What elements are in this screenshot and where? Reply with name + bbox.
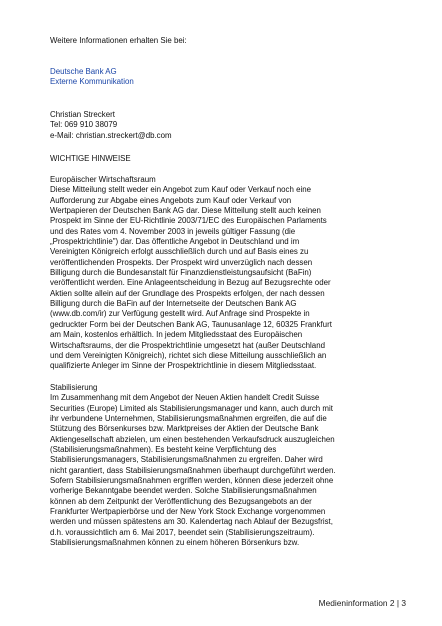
text-line: Vereinigten Königreich erfolgt ausschließlich durch und auf Basis eines zu — [50, 247, 309, 257]
contact-phone: Tel: 069 910 38079 — [50, 120, 118, 130]
text-line: vorherige Bekanntgabe beendet werden. Solche Stabilisierungsmaßnahmen — [50, 486, 317, 496]
text-line: Prospekt im Sinne der EU-Richtlinie 2003/71/EC des Europäischen Parlaments — [50, 216, 327, 226]
text-line: Aktiengesellschaft abzielen, um einen bestehenden Verkaufsdruck auszugleichen — [50, 434, 335, 444]
contact-email: e-Mail: christian.streckert@db.com — [50, 130, 172, 140]
text-line: nicht garantiert, dass Stabilisierungsmaßnahmen überhaupt durchgeführt werden. — [50, 465, 336, 475]
text-line: Aktien sollte allein auf der Grundlage des Prospekts erfolgen, der nach dessen — [50, 288, 325, 298]
text-line: Im Zusammenhang mit dem Angebot der Neuen Aktien handelt Credit Suisse — [50, 393, 320, 403]
stabilization-heading: Stabilisierung — [50, 383, 98, 392]
ewr-section — [50, 175, 406, 372]
text-line: qualifizierte Anleger im Sinne der Prospektrichtlinie in diesem Mitgliedsstaat. — [50, 361, 317, 371]
text-line: ihr verbundene Unternehmen, Stabilisierungsmaßnahmen ergreifen, die auf die — [50, 414, 327, 424]
text-line: Aufforderung zur Abgabe eines Angebots zum Kauf oder Verkauf von — [50, 195, 292, 205]
contact-person — [50, 110, 406, 141]
text-line: Diese Mitteilung stellt weder ein Angebot zum Kauf oder Verkauf noch eine — [50, 185, 311, 195]
contact-intro: Weitere Informationen erhalten Sie bei: — [50, 36, 187, 45]
text-line: „Prospektrichtlinie") dar. Das öffentliche Angebot in Deutschland und im — [50, 237, 300, 247]
text-line: Securities (Europe) Limited als Stabilisierungsmanager und kann, auch durch mit — [50, 403, 333, 413]
text-line: Stabilisierungsmanagers, Stabilisierungsmaßnahmen zu ergreifen. Daher wird — [50, 455, 323, 465]
ewr-body — [50, 185, 406, 371]
organization-name: Deutsche Bank AG — [50, 67, 117, 76]
text-line: Wirtschaftsraums, der die Prospektrichtlinie umgesetzt hat (außer Deutschland — [50, 340, 325, 350]
text-line: d.h. voraussichtlich am 6. Mai 2017, beendet sein (Stabilisierungszeitraum). — [50, 527, 315, 537]
stabilization-section — [50, 383, 406, 549]
text-line: veröffentlichenden Prospekts. Der Prospekt wird unverzüglich nach dessen — [50, 257, 313, 267]
text-line: und des Rates vom 4. November 2003 in jeweils gültiger Fassung (die — [50, 226, 296, 236]
text-line: Stabilisierungsmaßnahmen können zu einem höheren Börsenkurs bzw. — [50, 538, 300, 548]
text-line: gedruckter Form bei der Deutschen Bank AG, Taunusanlage 12, 60325 Frankfurt — [50, 319, 332, 329]
text-line: Frankfurter Wertpapierbörse und der New York Stock Exchange vorgenommen — [50, 507, 326, 517]
page-footer: Medieninformation 2 | 3 — [318, 598, 406, 608]
text-line: am Main, kostenlos erhältlich. In jedem Mitgliedsstaat des Europäischen — [50, 330, 303, 340]
contact-name: Christian Streckert — [50, 110, 115, 119]
text-line: Wertpapieren der Deutschen Bank AG dar. Diese Mitteilung stellt auch keinen — [50, 206, 321, 216]
text-line: und dem Vereinigten Königreich), richtet sich diese Mitteilung ausschließlich an — [50, 350, 327, 360]
text-line: Billigung durch die Bundesanstalt für Finanzdienstleistungsaufsicht (BaFin) — [50, 268, 312, 278]
text-line: Billigung durch die BaFin auf der Internetseite der Deutschen Bank AG — [50, 299, 297, 309]
organization-department: Externe Kommunikation — [50, 77, 134, 87]
text-line: können ab dem Zeitpunkt der Veröffentlichung des Bezugsangebots an der — [50, 496, 312, 506]
ewr-heading: Europäischer Wirtschaftsraum — [50, 175, 156, 184]
contact-organization — [50, 67, 406, 88]
text-line: (www.db.com/ir) zur Verfügung gestellt wird. Auf Anfrage sind Prospekte in — [50, 309, 310, 319]
text-line: veröffentlicht werden. Eine Anlageentscheidung in Bezug auf Bezugsrechte oder — [50, 278, 331, 288]
text-line: (Stabilisierungsmaßnahmen). Es besteht keine Verpflichtung des — [50, 445, 277, 455]
text-line: Sofern Stabilisierungsmaßnahmen ergriffen werden, können diese jederzeit ohne — [50, 476, 334, 486]
text-line: Stützung des Börsenkurses bzw. Marktpreises der Aktien der Deutsche Bank — [50, 424, 319, 434]
text-line: werden und müssen spätestens am 30. Kalendertag nach Ablauf der Bezugsfrist, — [50, 517, 333, 527]
stabilization-body — [50, 393, 406, 548]
notices-heading: WICHTIGE HINWEISE — [50, 154, 131, 163]
